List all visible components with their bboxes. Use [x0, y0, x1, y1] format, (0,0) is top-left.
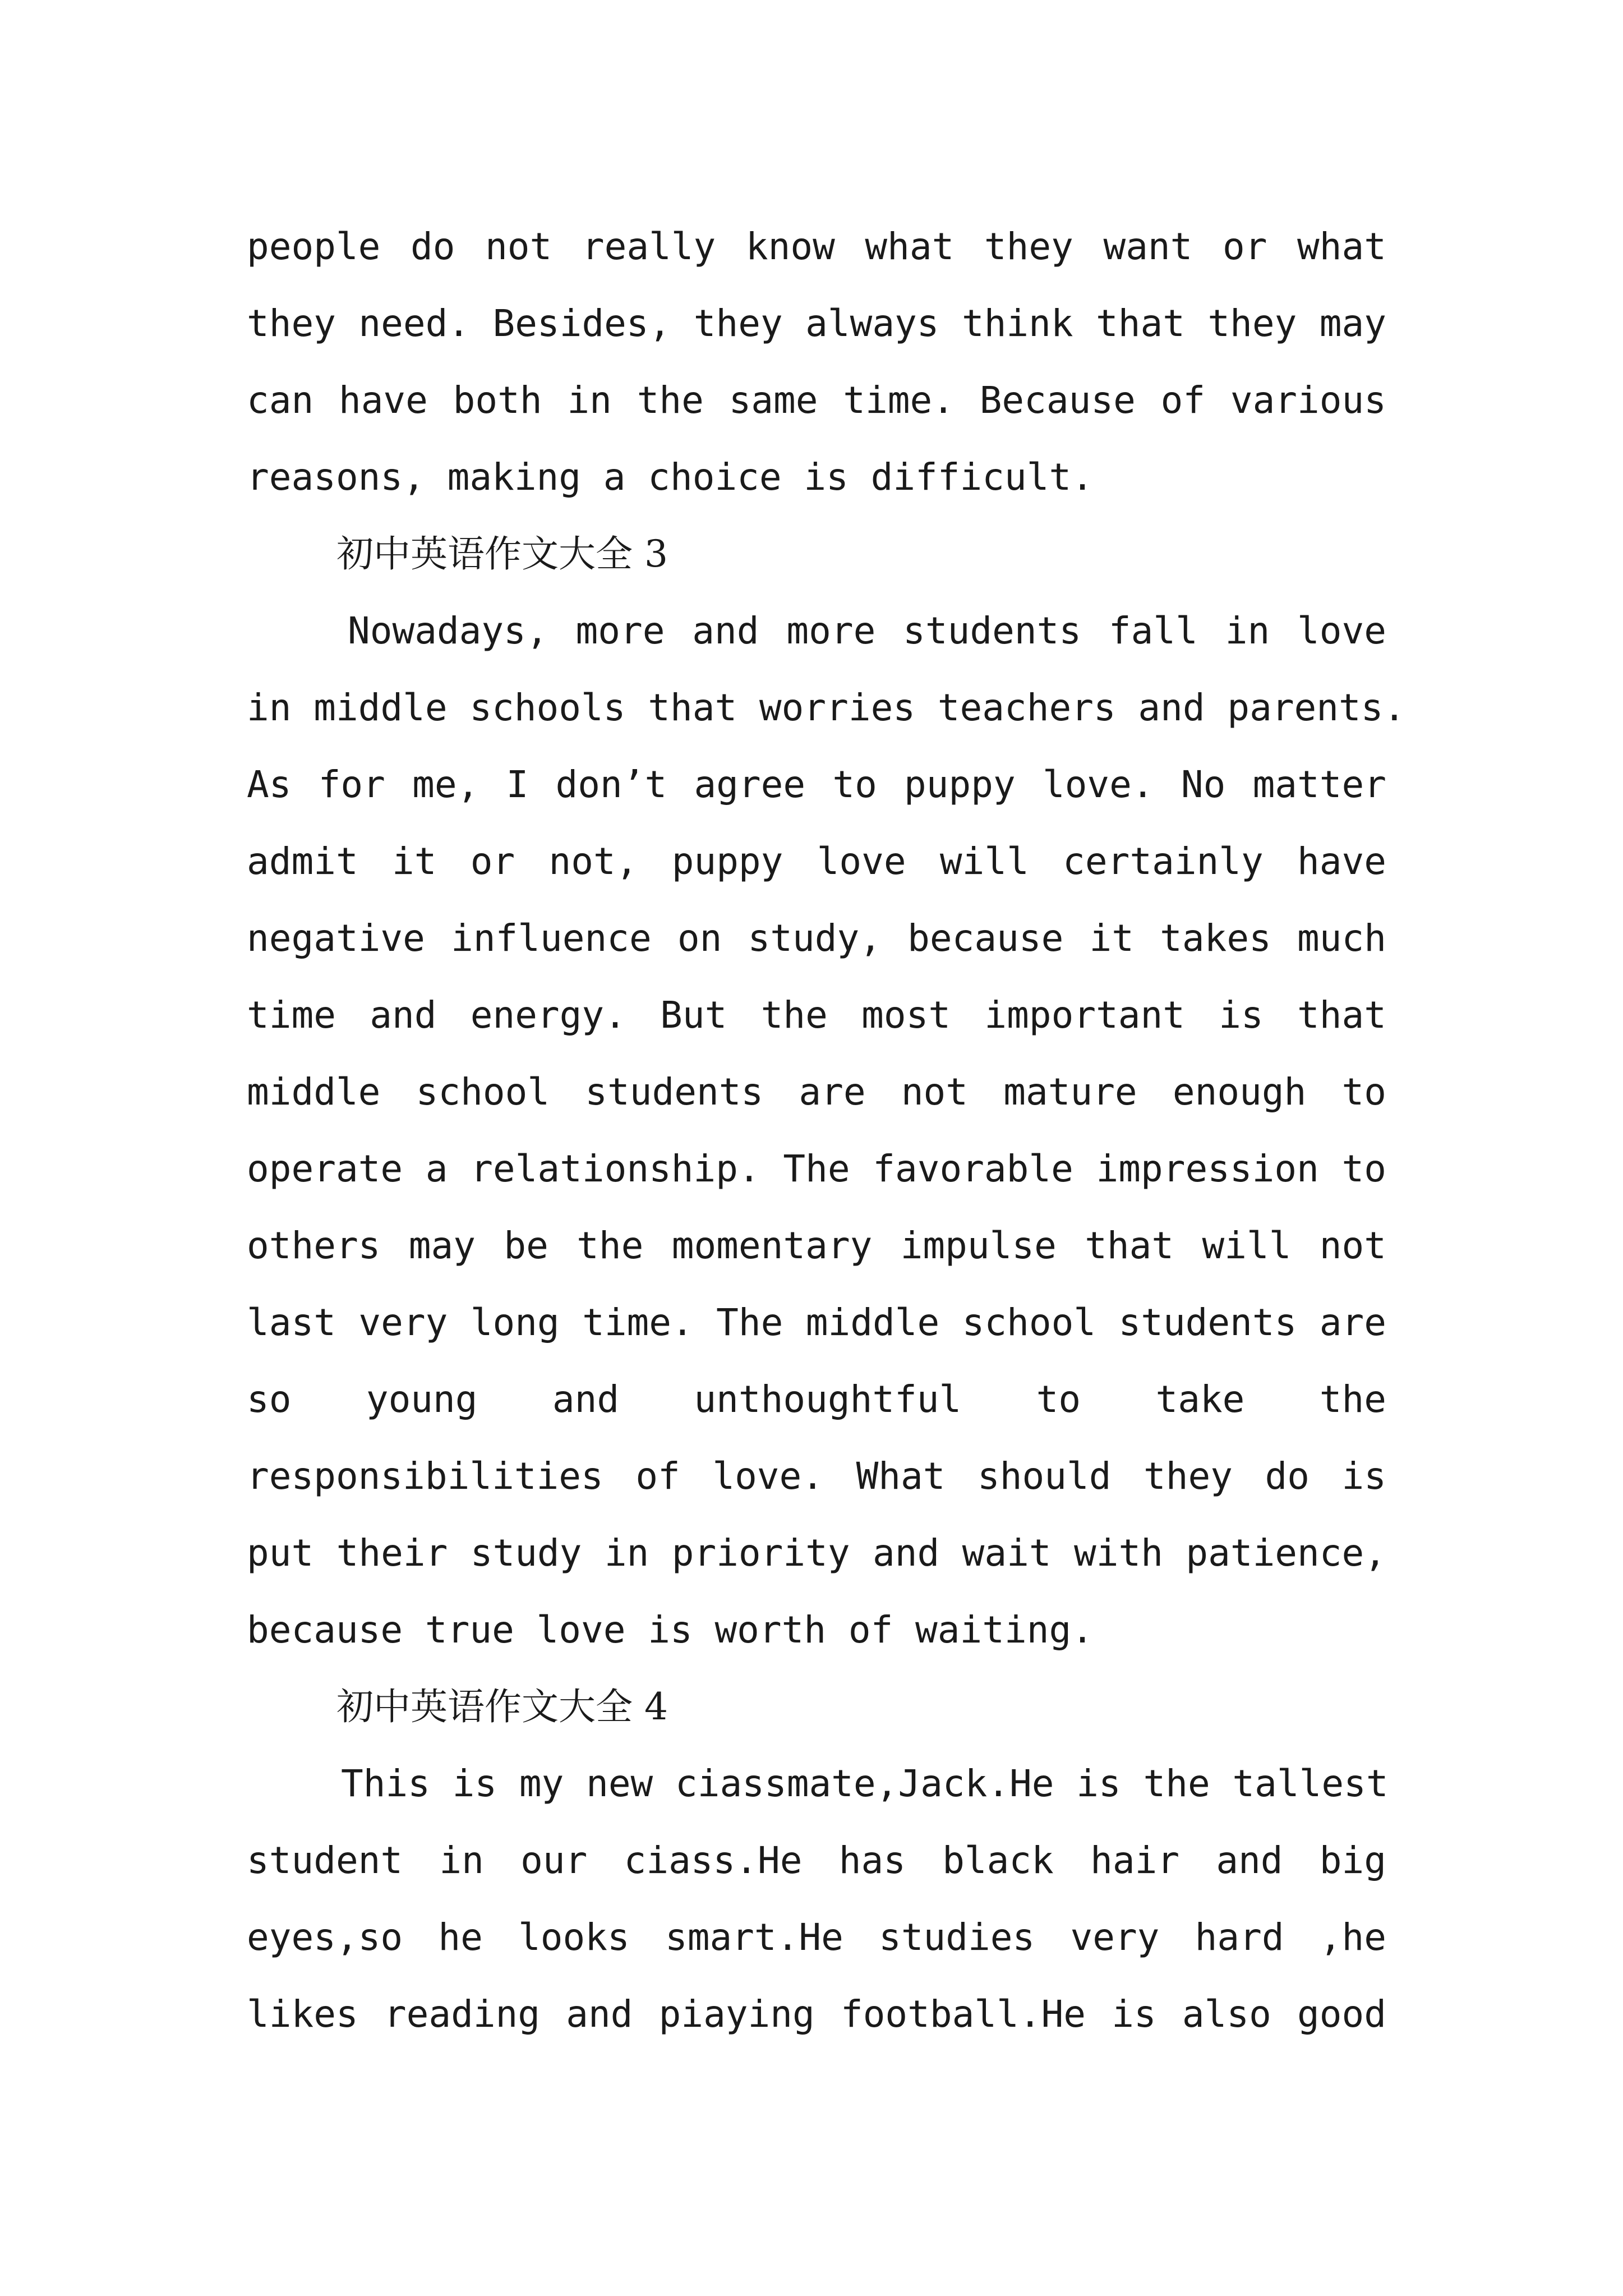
paragraph-line: can have both in the same time. Because of various [247, 379, 1386, 422]
paragraph-line: so young and unthoughtful to take the [247, 1378, 1386, 1421]
paragraph-line: responsibilities of love. What should they do is [247, 1455, 1386, 1498]
paragraph-line: student in our ciass.He has black hair and big [247, 1839, 1386, 1882]
essay-heading-3: 初中英语作文大全 3 [336, 532, 668, 576]
paragraph-line: eyes,so he looks smart.He studies very hard ,he [247, 1916, 1386, 1959]
paragraph-line: Nowadays, more and more students fall in love [348, 609, 1386, 652]
paragraph-line: likes reading and piaying football.He is also good [247, 1993, 1386, 2036]
paragraph-line: people do not really know what they want or what [247, 225, 1386, 268]
paragraph-line: middle school students are not mature enough to [247, 1070, 1386, 1114]
paragraph-line: This is my new ciassmate,Jack.He is the tallest [341, 1762, 1389, 1805]
paragraph-line: others may be the momentary impulse that will not [247, 1224, 1386, 1267]
paragraph-line: negative influence on study, because it takes much [247, 917, 1386, 960]
paragraph-line: reasons, making a choice is difficult. [247, 455, 1094, 499]
paragraph-line: time and energy. But the most important is that [247, 993, 1386, 1037]
paragraph-line: As for me, I don’t agree to puppy love. No matter [247, 763, 1386, 806]
paragraph-line: operate a relationship. The favorable impression to [247, 1147, 1386, 1190]
paragraph-line: they need. Besides, they always think that they may [247, 302, 1386, 345]
paragraph-line: because true love is worth of waiting. [247, 1608, 1094, 1651]
paragraph-line: in middle schools that worries teachers and parents. [247, 686, 1406, 729]
paragraph-line: admit it or not, puppy love will certainly have [247, 840, 1386, 883]
paragraph-line: put their study in priority and wait with patience, [247, 1531, 1386, 1575]
paragraph-line: last very long time. The middle school students are [247, 1301, 1386, 1344]
essay-heading-4: 初中英语作文大全 4 [336, 1685, 668, 1728]
